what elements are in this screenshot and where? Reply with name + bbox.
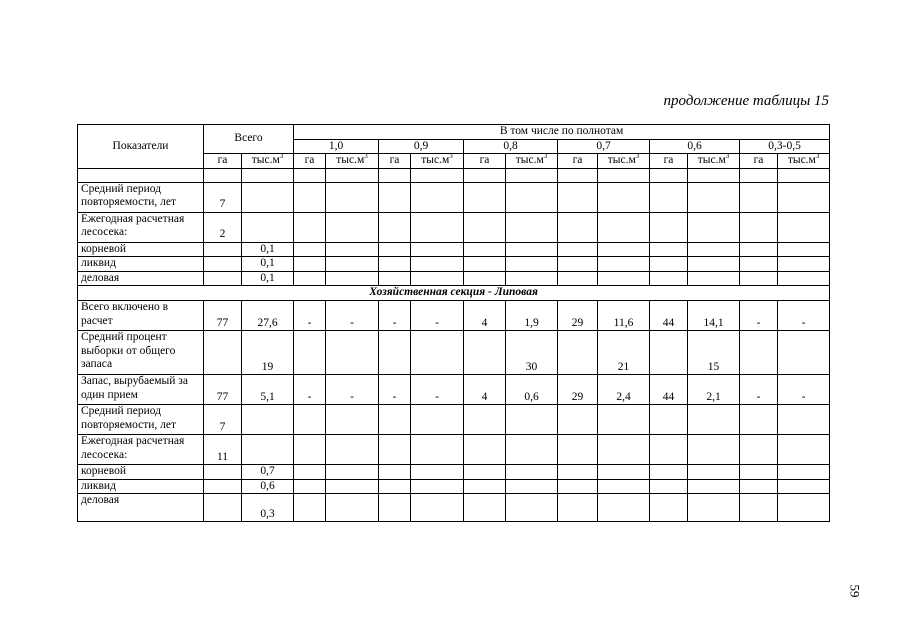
table-cell: 2,1 — [688, 375, 740, 405]
row-label: Ежегодная расчетная лесосека: — [78, 212, 204, 242]
table-cell — [294, 168, 326, 182]
table-cell: 7 — [204, 405, 242, 435]
table-cell: - — [411, 301, 464, 331]
table-cell — [740, 257, 778, 272]
table-cell — [326, 257, 379, 272]
table-cell: - — [326, 301, 379, 331]
header-density-5: 0,3-0,5 — [740, 139, 830, 154]
table-cell — [506, 168, 558, 182]
table-cell — [464, 405, 506, 435]
row-label: Средний период повторяемости, лет — [78, 182, 204, 212]
table-cell — [411, 494, 464, 522]
table-cell — [294, 257, 326, 272]
table-cell — [778, 494, 830, 522]
header-unit-ha: га — [294, 154, 326, 169]
table-cell — [558, 405, 598, 435]
header-unit-m3: тыс.м 3 — [411, 154, 464, 169]
table-cell: 30 — [506, 331, 558, 375]
table-cell — [650, 435, 688, 465]
table-cell — [411, 242, 464, 257]
table-cell — [558, 242, 598, 257]
table-row — [78, 257, 830, 272]
table-cell — [740, 271, 778, 286]
table-cell — [242, 212, 294, 242]
table-cell: 21 — [598, 331, 650, 375]
table-cell — [778, 212, 830, 242]
table-cell: - — [294, 301, 326, 331]
table-cell — [778, 479, 830, 494]
table-cell — [650, 182, 688, 212]
table-cell — [294, 479, 326, 494]
table-cell — [740, 212, 778, 242]
table-cell — [650, 479, 688, 494]
row-label: корневой — [78, 465, 204, 480]
table-cell — [506, 494, 558, 522]
table-cell — [688, 242, 740, 257]
table-cell: - — [379, 301, 411, 331]
table-cell — [294, 212, 326, 242]
table-cell — [464, 479, 506, 494]
table-cell: 4 — [464, 301, 506, 331]
table-cell: 0,6 — [242, 479, 294, 494]
table-cell — [688, 405, 740, 435]
table-cell: 1,9 — [506, 301, 558, 331]
header-unit-ha: га — [464, 154, 506, 169]
table-cell — [650, 212, 688, 242]
table-cell — [506, 271, 558, 286]
table-cell: - — [740, 301, 778, 331]
header-unit-m3: тыс.м 3 — [242, 154, 294, 169]
table-cell — [78, 168, 204, 182]
table-cell — [558, 168, 598, 182]
table-cell — [411, 479, 464, 494]
table-row — [78, 168, 830, 182]
table-cell — [411, 435, 464, 465]
forest-data-table — [77, 124, 830, 522]
table-cell — [411, 257, 464, 272]
table-cell — [411, 182, 464, 212]
table-cell — [242, 168, 294, 182]
header-density-3: 0,7 — [558, 139, 650, 154]
table-cell — [598, 465, 650, 480]
table-cell: 11,6 — [598, 301, 650, 331]
table-cell — [294, 331, 326, 375]
table-cell: 5,1 — [242, 375, 294, 405]
table-cell — [598, 182, 650, 212]
table-cell — [464, 435, 506, 465]
header-by-density: В том числе по полнотам — [294, 125, 830, 140]
table-cell — [411, 331, 464, 375]
table-cell — [688, 257, 740, 272]
table-cell — [740, 405, 778, 435]
header-density-4: 0,6 — [650, 139, 740, 154]
table-cell — [650, 257, 688, 272]
header-indicators: Показатели — [78, 125, 204, 169]
header-unit-m3: тыс.м 3 — [598, 154, 650, 169]
table-cell — [464, 465, 506, 480]
table-cell: 0,6 — [506, 375, 558, 405]
table-row — [78, 301, 830, 331]
table-cell — [740, 494, 778, 522]
table-cell — [558, 479, 598, 494]
table-cell — [778, 405, 830, 435]
table-cell: 0,1 — [242, 242, 294, 257]
table-cell — [558, 257, 598, 272]
table-cell — [558, 435, 598, 465]
table-cell — [778, 182, 830, 212]
table-cell — [778, 331, 830, 375]
table-cell — [558, 465, 598, 480]
table-cell — [464, 182, 506, 212]
table-cell — [778, 168, 830, 182]
table-cell — [326, 271, 379, 286]
table-cell — [204, 242, 242, 257]
table-continuation-caption: продолжение таблицы 15 — [663, 93, 829, 109]
table-cell: 29 — [558, 301, 598, 331]
table-cell — [558, 331, 598, 375]
table-cell — [204, 271, 242, 286]
table-cell — [506, 479, 558, 494]
table-cell — [464, 494, 506, 522]
header-total: Всего — [204, 125, 294, 154]
table-cell — [558, 212, 598, 242]
table-cell — [204, 168, 242, 182]
page-number: 59 — [847, 584, 863, 598]
table-row — [78, 465, 830, 480]
table-cell — [242, 182, 294, 212]
table-cell — [598, 242, 650, 257]
table-row — [78, 182, 830, 212]
row-label: ликвид — [78, 479, 204, 494]
table-cell — [506, 465, 558, 480]
table-cell — [650, 405, 688, 435]
table-cell: 77 — [204, 375, 242, 405]
table-cell: 0,3 — [242, 494, 294, 522]
header-density-2: 0,8 — [464, 139, 558, 154]
table-cell — [740, 435, 778, 465]
table-cell — [464, 242, 506, 257]
table-cell — [650, 465, 688, 480]
table-cell — [740, 479, 778, 494]
table-row — [78, 435, 830, 465]
section-title: Хозяйственная секция - Липовая — [78, 286, 830, 301]
header-unit-ha: га — [650, 154, 688, 169]
table-cell: 0,1 — [242, 257, 294, 272]
table-cell — [326, 242, 379, 257]
header-unit-ha: га — [204, 154, 242, 169]
table-cell — [688, 271, 740, 286]
table-row — [78, 479, 830, 494]
row-label: корневой — [78, 242, 204, 257]
table-cell: 0,7 — [242, 465, 294, 480]
table-cell: 2,4 — [598, 375, 650, 405]
table-cell — [411, 405, 464, 435]
table-cell — [379, 479, 411, 494]
header-unit-m3: тыс.м 3 — [326, 154, 379, 169]
table-cell — [379, 168, 411, 182]
table-cell — [598, 257, 650, 272]
table-cell — [326, 212, 379, 242]
table-cell — [326, 168, 379, 182]
table-cell: - — [379, 375, 411, 405]
table-cell — [778, 271, 830, 286]
table-cell — [204, 494, 242, 522]
table-cell — [464, 168, 506, 182]
table-cell: 44 — [650, 301, 688, 331]
table-cell — [464, 331, 506, 375]
table-cell — [598, 271, 650, 286]
row-label: деловая — [78, 271, 204, 286]
table-cell — [326, 494, 379, 522]
table-cell — [506, 435, 558, 465]
table-cell — [242, 435, 294, 465]
table-cell — [294, 465, 326, 480]
table-cell — [650, 331, 688, 375]
table-cell — [740, 182, 778, 212]
table-row — [78, 494, 830, 522]
table-cell — [688, 465, 740, 480]
table-cell: 0,1 — [242, 271, 294, 286]
table-cell — [326, 405, 379, 435]
row-label: Запас, вырубаемый за один прием — [78, 375, 204, 405]
table-cell: 44 — [650, 375, 688, 405]
table-cell — [778, 465, 830, 480]
table-cell — [598, 405, 650, 435]
row-label: Ежегодная расчетная лесосека: — [78, 435, 204, 465]
table-cell: 29 — [558, 375, 598, 405]
table-cell — [558, 271, 598, 286]
row-label: Всего включено в расчет — [78, 301, 204, 331]
table-cell — [598, 435, 650, 465]
table-cell: 14,1 — [688, 301, 740, 331]
table-cell — [379, 242, 411, 257]
header-unit-m3: тыс.м 3 — [506, 154, 558, 169]
table-cell: 15 — [688, 331, 740, 375]
row-label: Средний процент выборки от общего запаса — [78, 331, 204, 375]
table-cell — [598, 212, 650, 242]
table-row — [78, 271, 830, 286]
table-cell — [688, 479, 740, 494]
table-cell — [558, 494, 598, 522]
table-cell: - — [326, 375, 379, 405]
table-cell — [379, 405, 411, 435]
table-cell: 19 — [242, 331, 294, 375]
table-cell — [294, 271, 326, 286]
table-cell — [650, 494, 688, 522]
table-cell — [740, 242, 778, 257]
table-cell — [411, 465, 464, 480]
table-cell — [778, 242, 830, 257]
table-cell: 27,6 — [242, 301, 294, 331]
table-cell — [326, 465, 379, 480]
table-cell: - — [294, 375, 326, 405]
table-cell — [379, 212, 411, 242]
header-unit-m3: тыс.м 3 — [778, 154, 830, 169]
table-cell — [204, 257, 242, 272]
table-cell — [204, 331, 242, 375]
row-label: Средний период повторяемости, лет — [78, 405, 204, 435]
table-cell: 77 — [204, 301, 242, 331]
table-cell — [688, 435, 740, 465]
table-cell — [650, 242, 688, 257]
table-cell — [506, 182, 558, 212]
table-cell: - — [740, 375, 778, 405]
table-cell — [688, 182, 740, 212]
table-cell — [688, 212, 740, 242]
table-cell — [778, 435, 830, 465]
table-cell — [379, 465, 411, 480]
table-cell — [294, 435, 326, 465]
table-cell: 2 — [204, 212, 242, 242]
table-cell: 11 — [204, 435, 242, 465]
table-cell — [294, 405, 326, 435]
header-unit-ha: га — [379, 154, 411, 169]
table-row — [78, 212, 830, 242]
table-cell — [294, 494, 326, 522]
table-cell — [464, 257, 506, 272]
table-cell — [326, 479, 379, 494]
table-row — [78, 242, 830, 257]
table-cell — [506, 405, 558, 435]
table-cell — [411, 212, 464, 242]
table-cell — [464, 271, 506, 286]
header-density-1: 0,9 — [379, 139, 464, 154]
table-cell — [650, 168, 688, 182]
table-cell — [379, 494, 411, 522]
table-cell — [598, 494, 650, 522]
table-cell — [598, 479, 650, 494]
table-cell — [506, 242, 558, 257]
table-cell — [464, 212, 506, 242]
table-cell: - — [778, 301, 830, 331]
row-label: деловая — [78, 494, 204, 522]
table-cell: 4 — [464, 375, 506, 405]
table-cell — [379, 182, 411, 212]
header-unit-ha: га — [558, 154, 598, 169]
table-row — [78, 405, 830, 435]
table-cell — [506, 212, 558, 242]
header-density-0: 1,0 — [294, 139, 379, 154]
table-cell — [506, 257, 558, 272]
table-cell — [411, 168, 464, 182]
table-cell — [379, 331, 411, 375]
table-cell — [326, 435, 379, 465]
header-unit-m3: тыс.м 3 — [688, 154, 740, 169]
table-cell — [204, 465, 242, 480]
table-row — [78, 375, 830, 405]
table-cell — [778, 257, 830, 272]
table-cell — [740, 168, 778, 182]
table-cell — [326, 331, 379, 375]
table-cell — [688, 494, 740, 522]
table-cell: 7 — [204, 182, 242, 212]
table-cell — [650, 271, 688, 286]
table-cell — [379, 271, 411, 286]
table-cell — [411, 271, 464, 286]
table-cell — [204, 479, 242, 494]
table-cell — [379, 257, 411, 272]
table-cell: - — [411, 375, 464, 405]
table-cell — [740, 331, 778, 375]
section-row — [78, 286, 830, 301]
row-label: ликвид — [78, 257, 204, 272]
table-cell: - — [778, 375, 830, 405]
table-row — [78, 331, 830, 375]
table-cell — [688, 168, 740, 182]
table-cell — [558, 182, 598, 212]
table-cell — [740, 465, 778, 480]
table-cell — [379, 435, 411, 465]
header-unit-ha: га — [740, 154, 778, 169]
table-cell — [242, 405, 294, 435]
table-cell — [326, 182, 379, 212]
table-cell — [294, 182, 326, 212]
table-cell — [294, 242, 326, 257]
table-cell — [598, 168, 650, 182]
